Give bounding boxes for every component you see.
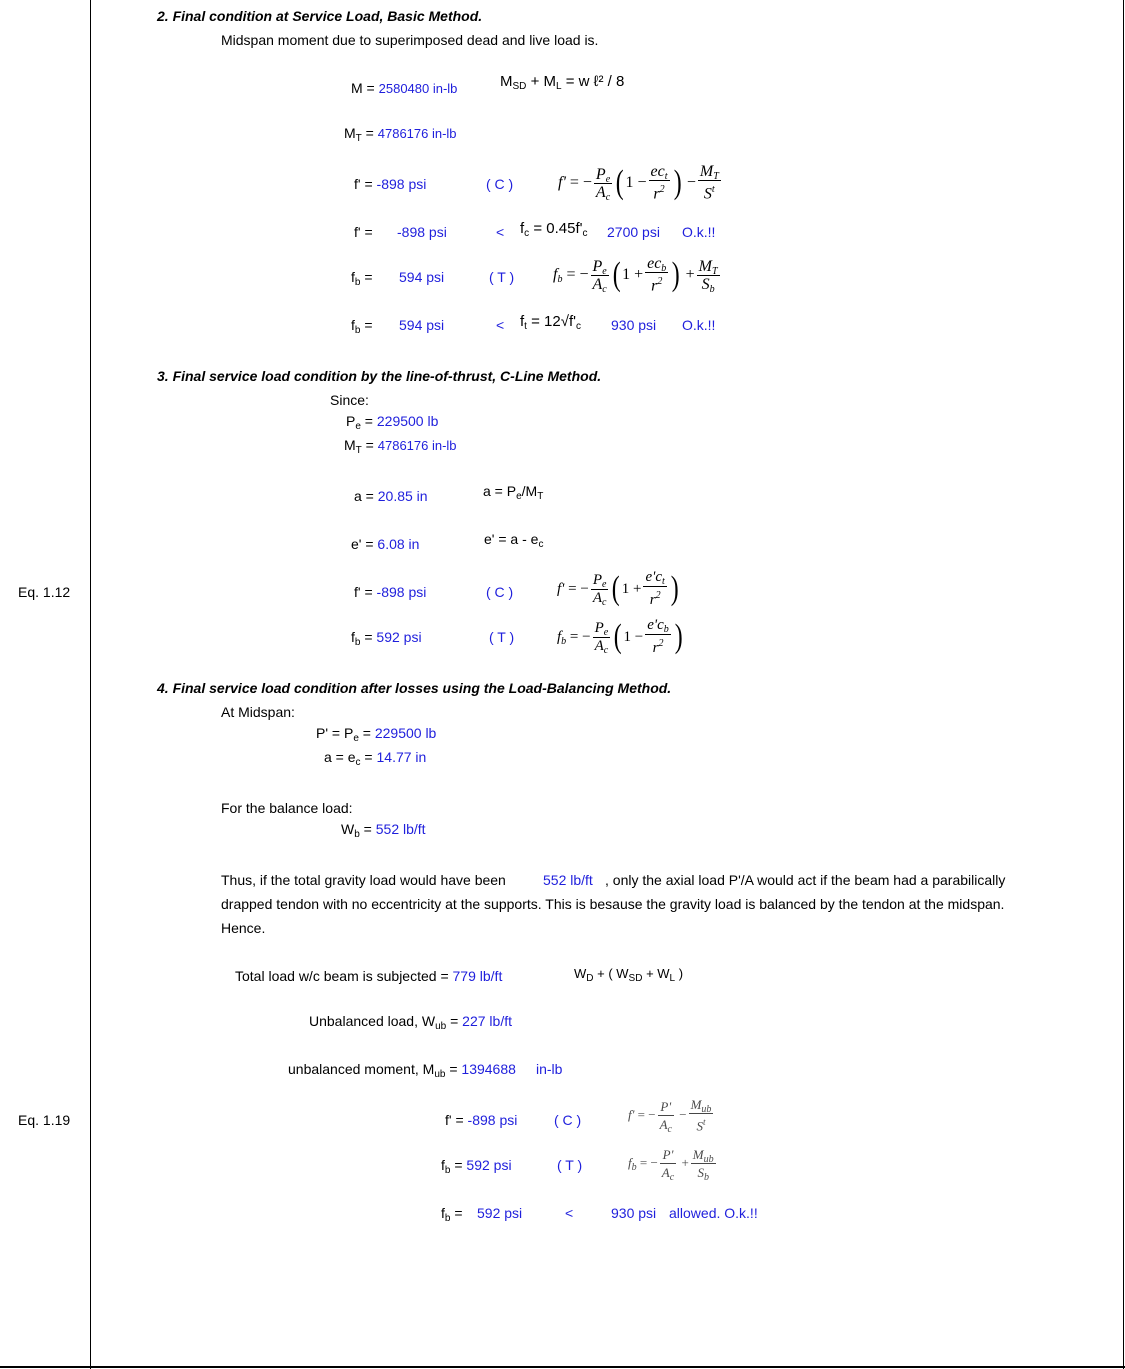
m-value: 2580480 in-lb — [378, 81, 458, 96]
fb-row-3: $f_b = 592$ psi — [351, 629, 422, 648]
tension-label-3: ( T ) — [489, 629, 515, 645]
mt-value-3: 4786176 in-lb — [377, 438, 457, 453]
ft-row-3: f' = -898 psi — [354, 584, 427, 600]
balance-load-label: For the balance load: — [221, 800, 353, 816]
a-formula: $a = P_e/M_T$ — [483, 483, 544, 502]
total-load-row: Total load w/c beam is subjected = 779 lb/ft — [235, 968, 503, 984]
ft-basic-equation: f' = − $\frac{P_e}{A_c}$ ( 1 − $\frac{ec_t}{r^2}$ ) − $\frac{M_T}{S^t}$ — [558, 163, 719, 203]
total-load-value: 779 lb/ft — [452, 968, 503, 984]
fc-limit: $f_c = 0.45f'_c$ — [520, 220, 588, 239]
a-ec-row: $a = e_c = 14.77$ in — [324, 749, 427, 768]
allowed-ok-label: allowed. O.k.!! — [669, 1205, 758, 1221]
fb-cline-equation: $f_b$ = − $\frac{P_e}{A_c}$ ( 1 − $\frac{e'c_b}{r^2}$ ) — [557, 617, 683, 656]
eprime-formula: $e' = a - e_c$ — [484, 531, 544, 550]
tension-label: ( T ) — [489, 269, 515, 285]
p-prime-value: 229500 lb — [374, 725, 437, 741]
mt-row-3: $M_T = 4786176$ in-lb — [344, 437, 457, 456]
fb-check-value-4: 592 psi — [477, 1205, 523, 1221]
lt-symbol-2: < — [496, 317, 505, 333]
section-2-intro: Midspan moment due to superimposed dead and live load is. — [221, 32, 599, 48]
ft-row-4: f' = -898 psi — [445, 1112, 518, 1128]
fb-check-row-4: $f_b$ = — [441, 1205, 463, 1224]
section-2-heading: 2. Final condition at Service Load, Basic Method. — [157, 8, 483, 24]
mt-row: $M_T = 4786176$ in-lb — [344, 125, 457, 144]
fb-row: $f_b$ = — [351, 269, 373, 288]
section-4-heading: 4. Final service load condition after losses using the Load-Balancing Method. — [157, 680, 672, 696]
p-prime-row: $P' = P_e = 229500$ lb — [316, 725, 437, 744]
para-line-3: Hence. — [221, 920, 266, 936]
ft-row: f' = -898 psi — [354, 176, 427, 192]
unbalanced-moment-row: unbalanced moment, $M_{ub} = 1394688$ — [288, 1061, 516, 1080]
para-line-1-value: 552 lb/ft — [543, 872, 593, 888]
fb-basic-equation: $f_b$ = − $\frac{P_e}{A_c}$ ( 1 + $\frac{ec_b}{r^2}$ ) + $\frac{M_T}{S_b}$ — [553, 255, 718, 295]
m-formula-tail: = w ℓ² / 8 — [561, 73, 625, 90]
compression-label: ( C ) — [486, 176, 514, 192]
ok-label-1: O.k.!! — [682, 224, 716, 240]
ft-limit-value: 930 psi — [611, 317, 657, 333]
fb-check-value: 594 psi — [399, 317, 445, 333]
fb-value-4: 592 psi — [466, 1157, 512, 1173]
ft-value: -898 psi — [376, 176, 427, 192]
right-border-rule — [1123, 0, 1124, 1369]
para-line-1b: , only the axial load P'/A would act if the beam had a parabilically — [605, 872, 1006, 888]
ft-value-3: -898 psi — [376, 584, 427, 600]
unbalanced-load-row: Unbalanced load, $W_{ub} = 227$ lb/ft — [309, 1013, 512, 1032]
since-label: Since: — [330, 392, 369, 408]
ft-check-row: f' = — [354, 224, 373, 240]
fb-row-4: $f_b = 592$ psi — [441, 1157, 512, 1176]
pe-value: 229500 lb — [376, 413, 439, 429]
lt-symbol-4: < — [565, 1205, 574, 1221]
ft-cline-equation: f' = − $\frac{P_e}{A_c}$ ( 1 + $\frac{e'c_t}{r^2}$ ) — [557, 569, 679, 608]
eq-ref-1-19: Eq. 1.19 — [18, 1112, 71, 1128]
para-line-1a: Thus, if the total gravity load would have been — [221, 872, 506, 888]
fb-load-balance-equation: $f_b$ = − $\frac{P'}{A_c}$ + $\frac{M_{ub}}{S_b}$ — [628, 1146, 714, 1183]
a-row: a = 20.85 in — [354, 488, 428, 504]
fc-limit-value: 2700 psi — [607, 224, 660, 240]
ft-limit: $f_t = 12√f'_c$ — [520, 313, 581, 332]
tension-label-4: ( T ) — [557, 1157, 583, 1173]
fb-check-row: $f_b$ = — [351, 317, 373, 336]
a-ec-value: 14.77 in — [376, 749, 427, 765]
pe-row: $P_e = 229500$ lb — [346, 413, 439, 432]
wb-value: 552 lb/ft — [375, 821, 426, 837]
unbalanced-moment-unit: in-lb — [536, 1061, 563, 1077]
a-value: 20.85 in — [377, 488, 428, 504]
lt-symbol: < — [496, 224, 505, 240]
wb-row: $W_b = 552$ lb/ft — [341, 821, 426, 840]
mt-value: 4786176 in-lb — [377, 126, 457, 141]
ft-load-balance-equation: f' = − $\frac{P'}{A_c}$ − $\frac{M_{ub}}{S^t}$ — [628, 1096, 712, 1135]
unbalanced-load-value: 227 lb/ft — [462, 1013, 512, 1029]
ok-label-2: O.k.!! — [682, 317, 716, 333]
unbalanced-moment-value: 1394688 — [461, 1061, 516, 1077]
m-formula: $M_{SD} + M_L = w$ ℓ² / 8 — [500, 73, 625, 92]
ft-check-value: -898 psi — [397, 224, 447, 240]
para-line-2: drapped tendon with no eccentricity at the supports. This is besause the gravity load is balanced by the tendon at the midspan. — [221, 896, 1005, 912]
eprime-row: e' = 6.08 in — [351, 536, 420, 552]
bottom-border-rule — [0, 1366, 1125, 1368]
compression-label-3: ( C ) — [486, 584, 514, 600]
ft-value-4: -898 psi — [467, 1112, 518, 1128]
left-column-rule — [90, 0, 91, 1369]
eprime-value: 6.08 in — [377, 536, 420, 552]
compression-label-4: ( C ) — [554, 1112, 582, 1128]
total-load-formula: $W_D$ + ( $W_{SD} + W_L$ ) — [574, 966, 684, 984]
fb-value-3: 592 psi — [376, 629, 422, 645]
fb-value: 594 psi — [399, 269, 445, 285]
m-row: M = 2580480 in-lb — [351, 80, 458, 96]
allowable-value: 930 psi — [611, 1205, 657, 1221]
eq-ref-1-12: Eq. 1.12 — [18, 584, 71, 600]
at-midspan-label: At Midspan: — [221, 704, 295, 720]
section-3-heading: 3. Final service load condition by the line-of-thrust, C-Line Method. — [157, 368, 602, 384]
